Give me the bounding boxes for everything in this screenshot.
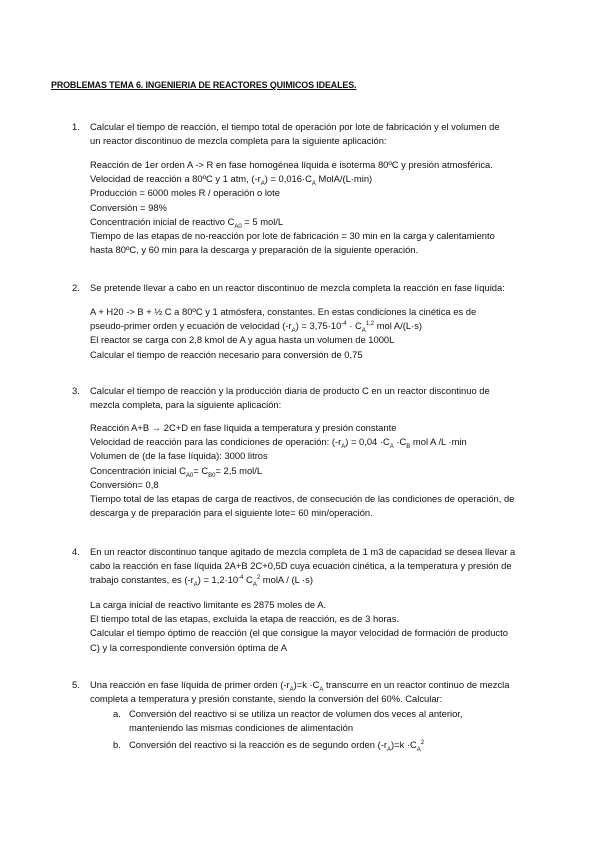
problem-5-item-a-line-1: Conversión del reactivo si se utiliza un reactor de volumen dos veces al anterior,: [129, 708, 463, 719]
problem-1-intro-line-1: Calcular el tiempo de reacción, el tiempo total de operación por lote de fabricación y el volumen de: [90, 121, 500, 132]
problem-2-question: Calcular el tiempo de reacción necesario para conversión de 0,75: [90, 348, 363, 360]
problem-5-item-b: [129, 738, 549, 752]
problem-2-reaction: A + H20 -> B + ½ C a 80ºC y 1 atmósfera, constantes. En estas condiciones la cinética es de: [90, 306, 477, 317]
problem-3-times-line-2: descarga y de preparación para el siguiente lote= 60 min/operación.: [90, 507, 373, 519]
problem-2-charge: El reactor se carga con 2,8 kmol de A y agua hasta un volumen de 1000L: [90, 334, 395, 346]
problem-1-intro-line-2: un reactor discontinuo de mezcla completa para la siguiente aplicación:: [90, 135, 387, 147]
problem-1-production: Producción = 6000 moles R / operación o lote: [90, 187, 280, 199]
problem-3-concentration: Concentración inicial $C_{A0}= C_{B0}= 2,5$ mol/L: [90, 464, 263, 479]
problem-3-rate: Velocidad de reacción para las condiciones de operación: $(-r_A) = 0,04 \cdot C_A \cdot C_B$ mol A /L ·min: [90, 436, 467, 451]
problem-3-number: 3.: [72, 385, 80, 396]
problem-1-data: [90, 158, 545, 257]
problem-1-conversion: Conversión = 98%: [90, 201, 167, 213]
problem-5-item-b-line-1: Conversión del reactivo si la reacción es de segundo orden $(-r_A)=k \cdot C_A^2$: [129, 739, 425, 753]
page-title: PROBLEMAS TEMA 6. INGENIERIA DE REACTORES QUIMICOS IDEALES.: [51, 80, 357, 90]
problem-3-data: [90, 421, 545, 520]
problem-2-rate: pseudo-primer orden y ecuación de velocidad $(-r_A) = 3,75\cdot 10^{-4} \cdot C_A^{1,2}$ mol A/(L·s): [90, 320, 423, 335]
problem-4-intro-line-3: trabajo constantes, es $(-r_A) = 1,2\cdot 10^{-4}$ $C_A^2$ molA / (L ·s): [90, 574, 313, 589]
problem-1-number: 1.: [72, 121, 80, 132]
problem-1-times-line-2: hasta 80ºC, y 60 min para la descarga y preparación de la siguiente operación.: [90, 244, 419, 256]
problem-4-charge: La carga inicial de reactivo limitante es 2875 moles de A.: [90, 599, 327, 610]
problem-4-data: [90, 598, 545, 655]
problem-2-statement: Se pretende llevar a cabo en un reactor discontinuo de mezcla completa la reacción en fase líquida:: [90, 282, 505, 293]
problem-4-intro-line-1: En un reactor discontinuo tanque agitado de mezcla completa de 1 m3 de capacidad se desea llevar a: [90, 546, 516, 557]
problem-4-question-line-2: C) y la correspondiente conversión óptima de A: [90, 641, 287, 653]
problem-5-item-b-letter: b.: [113, 739, 121, 750]
problem-3-times-line-1: Tiempo total de las etapas de carga de reactivos, de consecución de las condiciones de operación, de: [90, 493, 515, 505]
problem-3-conversion: Conversión= 0,8: [90, 478, 159, 490]
problem-3-intro-line-2: mezcla completa, para la siguiente aplicación:: [90, 399, 282, 411]
problem-1-statement: [90, 120, 545, 148]
problem-1-reaction: Reacción de 1er orden A -> R en fase homogénea líquida e isoterma 80ºC y presión atmosférica.: [90, 159, 493, 170]
problem-2-data: [90, 305, 545, 362]
problem-3-intro-line-1: Calcular el tiempo de reacción y la producción diaria de producto C en un reactor discontinuo de: [90, 385, 490, 396]
problem-4-statement: [90, 545, 545, 588]
problem-5-number: 5.: [72, 679, 80, 690]
problem-5-intro-line-2: completa a temperatura y presión constante, siendo la conversión del 60%. Calcular:: [90, 693, 443, 705]
problem-3-statement: [90, 384, 545, 412]
problem-5-item-a: [129, 707, 549, 735]
problem-5-intro-line-1: Una reacción en fase líquida de primer orden $(-r_A)=k \cdot C_A$ transcurre en un reactor continuo de mezcla: [90, 679, 510, 693]
problem-1-rate: Velocidad de reacción a 80ºC y 1 atm, $(-r_A) = 0,016\cdot C_A$ MolA/(L·min): [90, 173, 373, 188]
problem-4-intro-line-2: cabo la reacción en fase líquida 2A+B 2C+0,5D cuya ecuación cinética, a la temperatura y presión de: [90, 560, 512, 572]
problem-2-number: 2.: [72, 282, 80, 293]
problem-4-times: El tiempo total de las etapas, excluida la etapa de reacción, es de 3 horas.: [90, 613, 400, 625]
problem-1-concentration: Concentración inicial de reactivo $C_{A0} = 5$ mol/L: [90, 215, 284, 230]
problem-5-statement: [90, 678, 545, 706]
problem-5-item-a-letter: a.: [113, 708, 121, 719]
problem-5-item-a-line-2: manteniendo las mismas condiciones de alimentación: [129, 722, 354, 734]
problem-1-times-line-1: Tiempo de las etapas de no-reacción por lote de fabricación = 30 min en la carga y calentamiento: [90, 230, 495, 242]
problem-3-reaction: Reacción A+B → 2C+D en fase líquida a temperatura y presión constante: [90, 422, 397, 433]
problem-4-question-line-1: Calcular el tiempo óptimo de reacción (el que consigue la mayor velocidad de formación de producto: [90, 627, 508, 639]
problem-3-volume: Volumen de (de la fase líquida): 3000 litros: [90, 450, 268, 462]
problem-4-number: 4.: [72, 546, 80, 557]
